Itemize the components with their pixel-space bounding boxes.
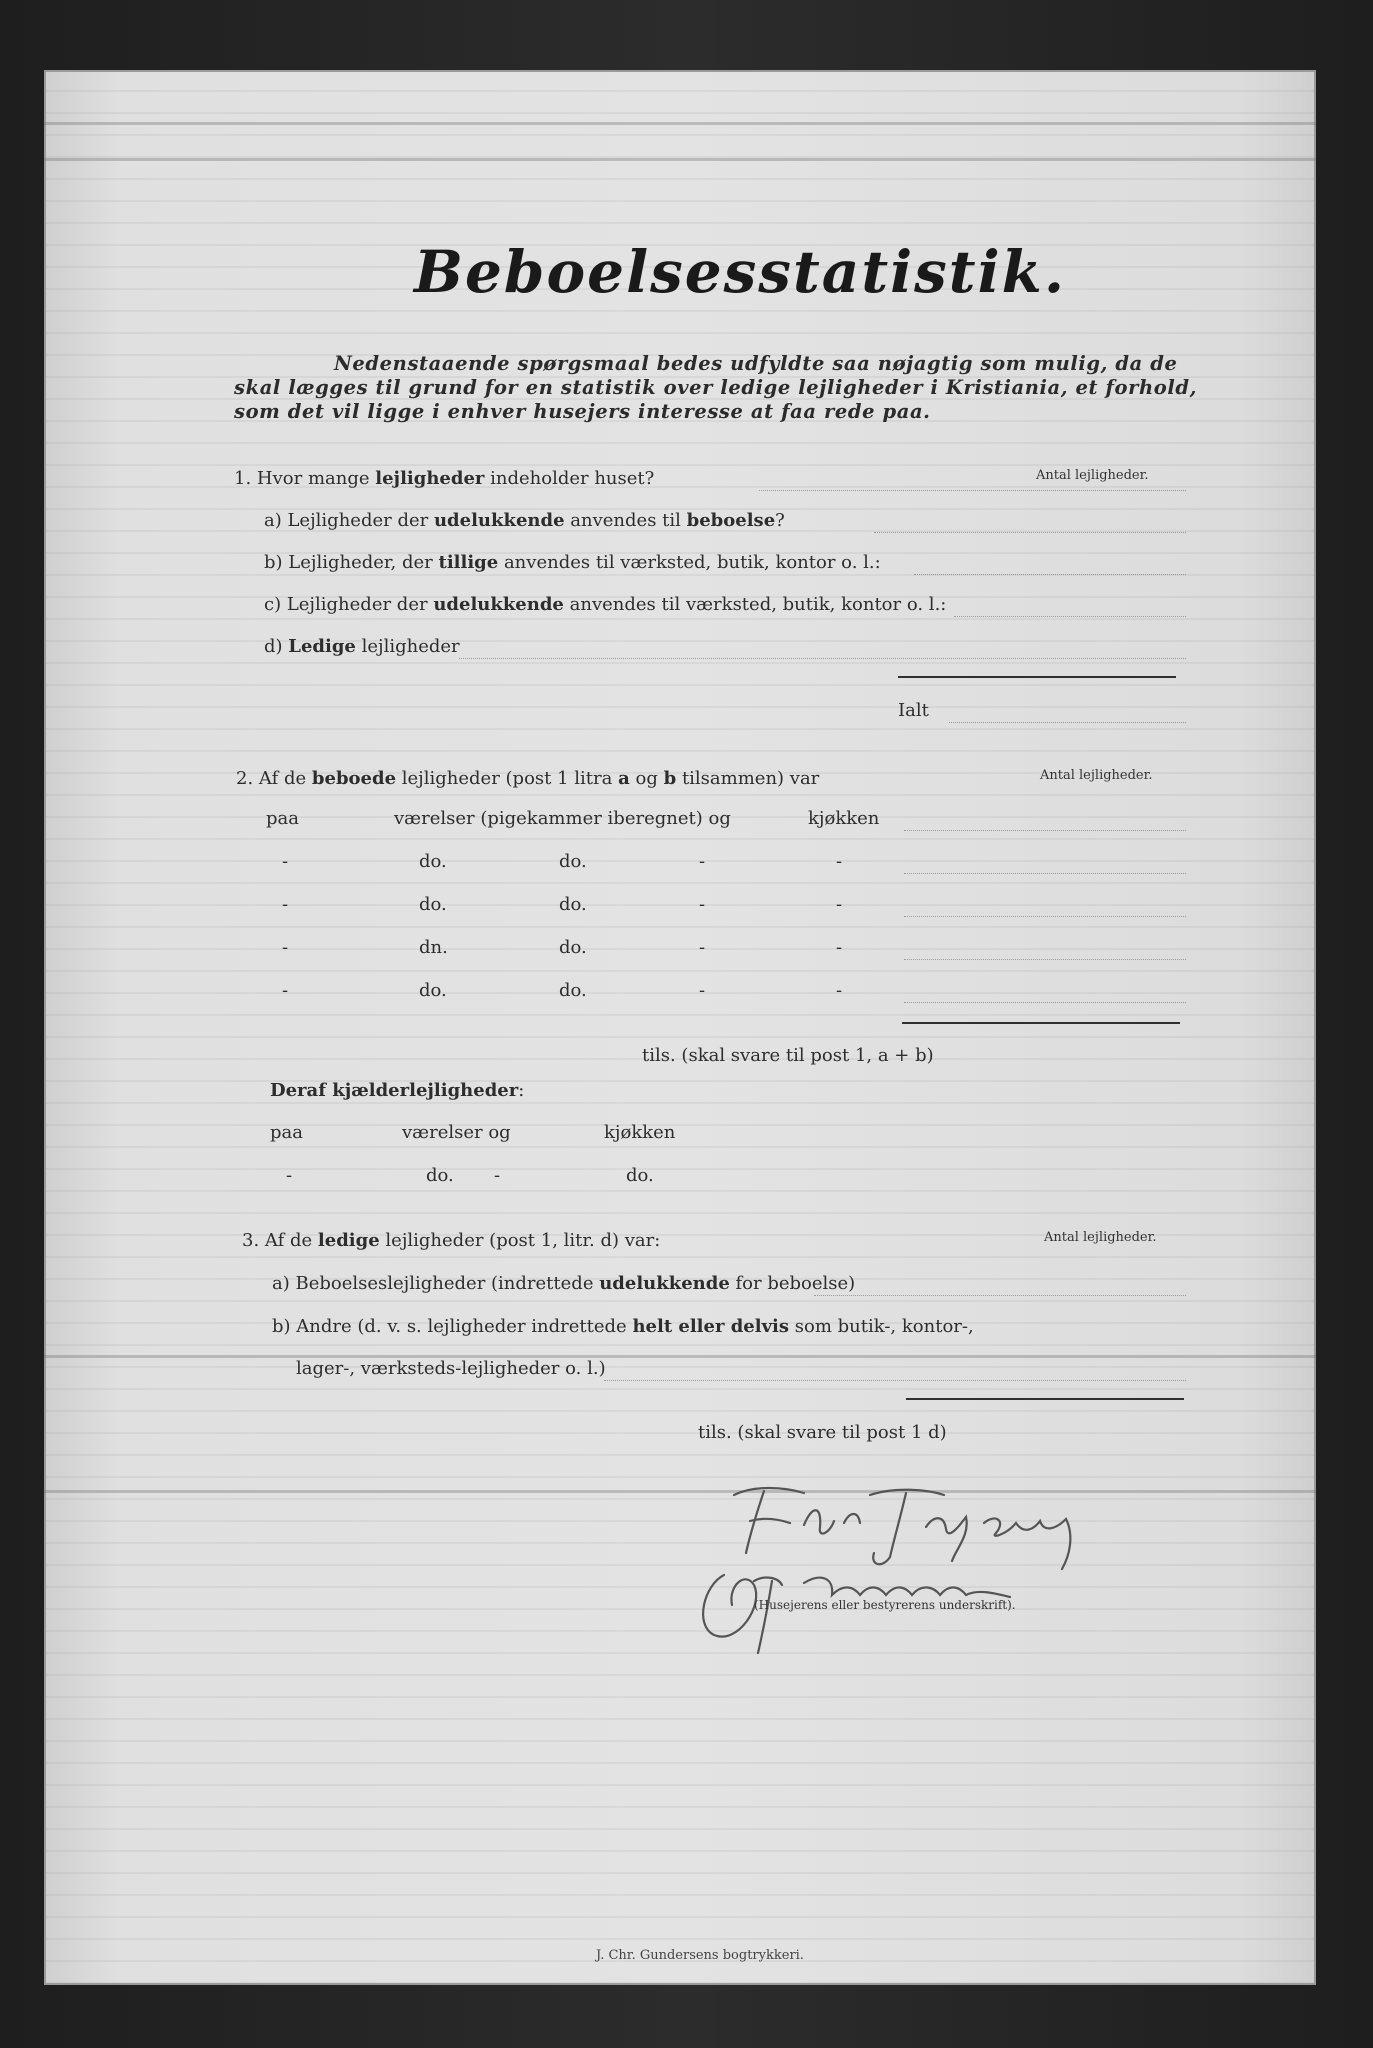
q1c-line — [264, 594, 946, 615]
ditto-dash: - — [699, 894, 706, 915]
ditto-do: do. — [559, 980, 587, 1001]
form-sheet — [44, 70, 1316, 1985]
ditto-dash: - — [699, 851, 706, 872]
column-header-1: Antal lejligheder. — [1036, 468, 1149, 483]
q1-line — [234, 468, 654, 489]
q1d-pre: d) — [264, 636, 283, 657]
q1-text-bold: lejligheder — [375, 468, 485, 489]
q1b-post: anvendes til værksted, butik, kontor o. l.: — [503, 552, 881, 573]
q1a-bold2: beboelse — [686, 510, 776, 531]
intro-line-3: som det vil ligge i enhver husejers interesse at faa rede paa. — [234, 400, 931, 423]
q3b-line — [272, 1316, 974, 1337]
ditto-dash: - — [286, 1165, 293, 1186]
printer-imprint: J. Chr. Gundersens bogtrykkeri. — [596, 1948, 804, 1963]
q1d-post: lejligheder — [361, 636, 460, 657]
q1a-bold: udelukkende — [433, 510, 565, 531]
sum-rule — [898, 676, 1176, 678]
q3b-line-2: lager-, værksteds-lejligheder o. l.) — [296, 1358, 606, 1379]
q3-line — [242, 1230, 660, 1251]
ditto-dash: - — [282, 937, 289, 958]
ditto-do: do. — [426, 1165, 454, 1186]
intro-line-1: Nedenstaaende spørgsmaal bedes udfyldte saa nøjagtig som mulig, da de — [334, 352, 1178, 375]
q3-tils: tils. (skal svare til post 1 d) — [698, 1422, 947, 1443]
answer-dotline[interactable] — [874, 532, 1186, 533]
column-header-2: Antal lejligheder. — [1040, 768, 1153, 783]
q2-bold-a: a — [618, 768, 630, 789]
ditto-do: do. — [559, 894, 587, 915]
answer-dotline[interactable] — [459, 658, 1186, 659]
deraf-colon: : — [518, 1080, 525, 1101]
rule-band — [44, 158, 1316, 161]
ditto-dash: - — [282, 980, 289, 1001]
sum-rule — [906, 1398, 1184, 1400]
ditto-dash: - — [699, 937, 706, 958]
rule-band — [44, 122, 1316, 125]
answer-dotline[interactable] — [904, 1002, 1186, 1003]
q2-bold-b: b — [663, 768, 677, 789]
ditto-do: do. — [559, 937, 587, 958]
ditto-do: do. — [559, 851, 587, 872]
handwritten-signature — [694, 1465, 1114, 1665]
q1c-pre: c) Lejligheder der — [264, 594, 428, 615]
answer-dotline[interactable] — [904, 916, 1186, 917]
q3-post: lejligheder (post 1, litr. d) var: — [385, 1230, 661, 1251]
q2-row-paa: paa — [266, 808, 299, 829]
answer-dotline[interactable] — [759, 490, 1186, 491]
ditto-dash: - — [836, 937, 843, 958]
kjaelder-kjokken: kjøkken — [604, 1122, 676, 1143]
q3b-pre: b) Andre (d. v. s. lejligheder indrettede — [272, 1316, 627, 1337]
q1c-bold: udelukkende — [433, 594, 564, 615]
sum-rule — [902, 1022, 1180, 1024]
q2-post: tilsammen) var — [681, 768, 820, 789]
q1b-bold: tillige — [438, 552, 499, 573]
q2-mid: lejligheder (post 1 litra — [401, 768, 613, 789]
column-header-3: Antal lejligheder. — [1044, 1230, 1157, 1245]
q2-row-kjokken: kjøkken — [808, 808, 880, 829]
signature-label: (Husejerens eller bestyrerens underskrift). — [754, 1598, 1016, 1612]
kjaelder-vaer: værelser og — [402, 1122, 511, 1143]
q1-text-post: indeholder huset? — [490, 468, 655, 489]
q1a-line — [264, 510, 785, 531]
q2-line — [236, 768, 819, 789]
ditto-do: do. — [419, 894, 447, 915]
answer-dotline[interactable] — [914, 574, 1186, 575]
q1-text-pre: Hvor mange — [256, 468, 370, 489]
answer-dotline[interactable] — [954, 616, 1186, 617]
q3a-bold: udelukkende — [599, 1273, 730, 1294]
q1c-post: anvendes til værksted, butik, kontor o. l.: — [569, 594, 947, 615]
total-dotline[interactable] — [949, 722, 1186, 723]
q1a-pre: a) Lejligheder der — [264, 510, 429, 531]
q2-tils: tils. (skal svare til post 1, a + b) — [642, 1045, 934, 1066]
ditto-dash: - — [282, 851, 289, 872]
deraf-bold: Deraf kjælderlejligheder — [270, 1080, 519, 1101]
q2-pre: Af de — [258, 768, 307, 789]
q3a-line — [272, 1273, 855, 1294]
ditto-dash: - — [494, 1165, 501, 1186]
q1d-line — [264, 636, 460, 657]
rule-band — [44, 1490, 1316, 1493]
form-title: Beboelsesstatistik. — [414, 238, 1067, 306]
ditto-dn: dn. — [419, 937, 448, 958]
q2-number: 2. — [236, 768, 254, 789]
q2-row-vaer: værelser (pigekammer iberegnet) og — [394, 808, 731, 829]
ditto-dash: - — [836, 851, 843, 872]
q1b-pre: b) Lejligheder, der — [264, 552, 433, 573]
intro-line-2: skal lægges til grund for en statistik over ledige lejligheder i Kristiania, et forhold, — [234, 376, 1198, 399]
kjaelder-paa: paa — [270, 1122, 303, 1143]
answer-dotline[interactable] — [604, 1380, 1186, 1381]
q1b-line — [264, 552, 881, 573]
q1d-bold: Ledige — [288, 636, 356, 657]
q3a-post: for beboelse) — [735, 1273, 856, 1294]
q2-og: og — [635, 768, 658, 789]
ditto-do: do. — [419, 980, 447, 1001]
q3-pre: Af de — [264, 1230, 313, 1251]
q1-number: 1. — [234, 468, 252, 489]
q3-number: 3. — [242, 1230, 260, 1251]
q3a-pre: a) Beboelseslejligheder (indrettede — [272, 1273, 594, 1294]
answer-dotline[interactable] — [904, 873, 1186, 874]
answer-dotline[interactable] — [904, 830, 1186, 831]
q1a-mid: anvendes til — [570, 510, 681, 531]
total-label: Ialt — [898, 700, 929, 721]
rule-band — [44, 1355, 1316, 1358]
q3-bold: ledige — [317, 1230, 380, 1251]
ditto-do: do. — [419, 851, 447, 872]
ditto-dash: - — [836, 894, 843, 915]
q3b-post: som butik-, kontor-, — [794, 1316, 974, 1337]
ditto-do: do. — [626, 1165, 654, 1186]
ditto-dash: - — [836, 980, 843, 1001]
q1a-post: ? — [775, 510, 785, 531]
answer-dotline[interactable] — [814, 1295, 1186, 1296]
ditto-dash: - — [282, 894, 289, 915]
ditto-dash: - — [699, 980, 706, 1001]
q2-bold: beboede — [311, 768, 397, 789]
deraf-heading — [270, 1080, 524, 1101]
answer-dotline[interactable] — [904, 959, 1186, 960]
q3b-bold: helt eller delvis — [632, 1316, 790, 1337]
